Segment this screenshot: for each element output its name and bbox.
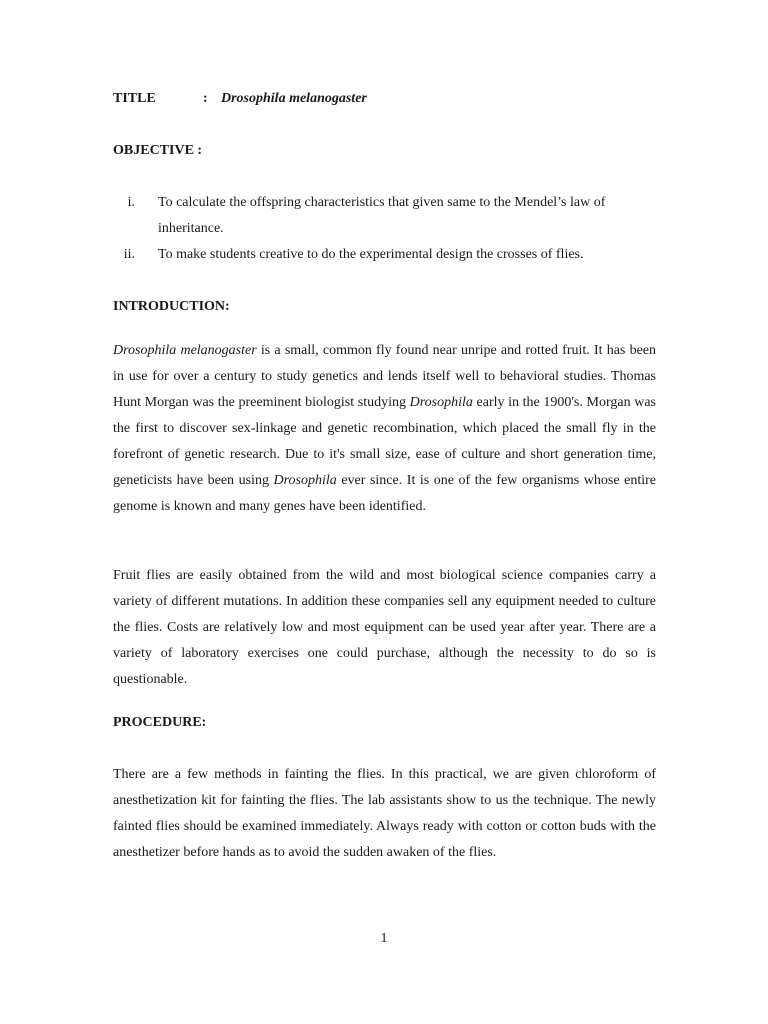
objective-item: [113, 242, 656, 268]
objective-heading: OBJECTIVE :: [113, 143, 203, 158]
italic-genus-name: Drosophila: [273, 473, 337, 488]
paragraph-text: early in the 1900's. Morgan was the first to discover sex-linkage and genetic recombination, which placed the small fly in the forefront of genetic research. Due to it's small size, ease of culture and short generation time, geneticists have been using: [113, 395, 656, 488]
procedure-paragraph-1: There are a few methods in fainting the flies. In this practical, we are given chloroform of anesthetization kit for fainting the flies. The lab assistants show to us the technique. The newly fainted flies should be examined immediately. Always ready with cotton or cotton buds with the anesthetizer before hands as to avoid the sudden awaken of the flies.: [113, 767, 656, 860]
title-value: Drosophila melanogaster: [221, 91, 367, 106]
objective-item-number: ii.: [123, 247, 135, 262]
paragraph-text: is a small, common fly found near unripe and rotted fruit. It has been in use for over a century to study genetics and lends itself well to behavioral studies. Thomas Hunt Morgan was the preeminent biologist studying: [113, 343, 657, 410]
italic-species-name: Drosophila melanogaster: [113, 343, 257, 358]
introduction-paragraph-2: Fruit flies are easily obtained from the wild and most biological science companies carry a variety of different mutations. In addition these companies sell any equipment needed to culture the flies. Costs are relatively low and most equipment can be used year after year. There are a variety of laboratory exercises one could purchase, although the necessity to do so is questionable.: [113, 568, 656, 687]
objective-item: [113, 190, 656, 242]
objective-item-number: i.: [127, 195, 135, 210]
introduction-paragraph-1: [113, 338, 656, 520]
objective-item-text: To calculate the offspring characteristics that given same to the Mendel’s law of inheritance.: [158, 195, 606, 236]
page-number: 1: [380, 931, 388, 946]
italic-genus-name: Drosophila: [409, 395, 473, 410]
title-row: [113, 91, 656, 111]
objective-item-text: To make students creative to do the experimental design the crosses of flies.: [158, 247, 584, 262]
title-label: TITLE: [113, 91, 156, 106]
introduction-heading: INTRODUCTION:: [113, 299, 230, 314]
paragraph-text: ever since. It is one of the few organisms whose entire genome is known and many genes have been identified.: [113, 473, 656, 514]
title-colon: :: [203, 91, 208, 106]
objective-list: [113, 190, 656, 268]
procedure-heading: PROCEDURE:: [113, 715, 207, 730]
